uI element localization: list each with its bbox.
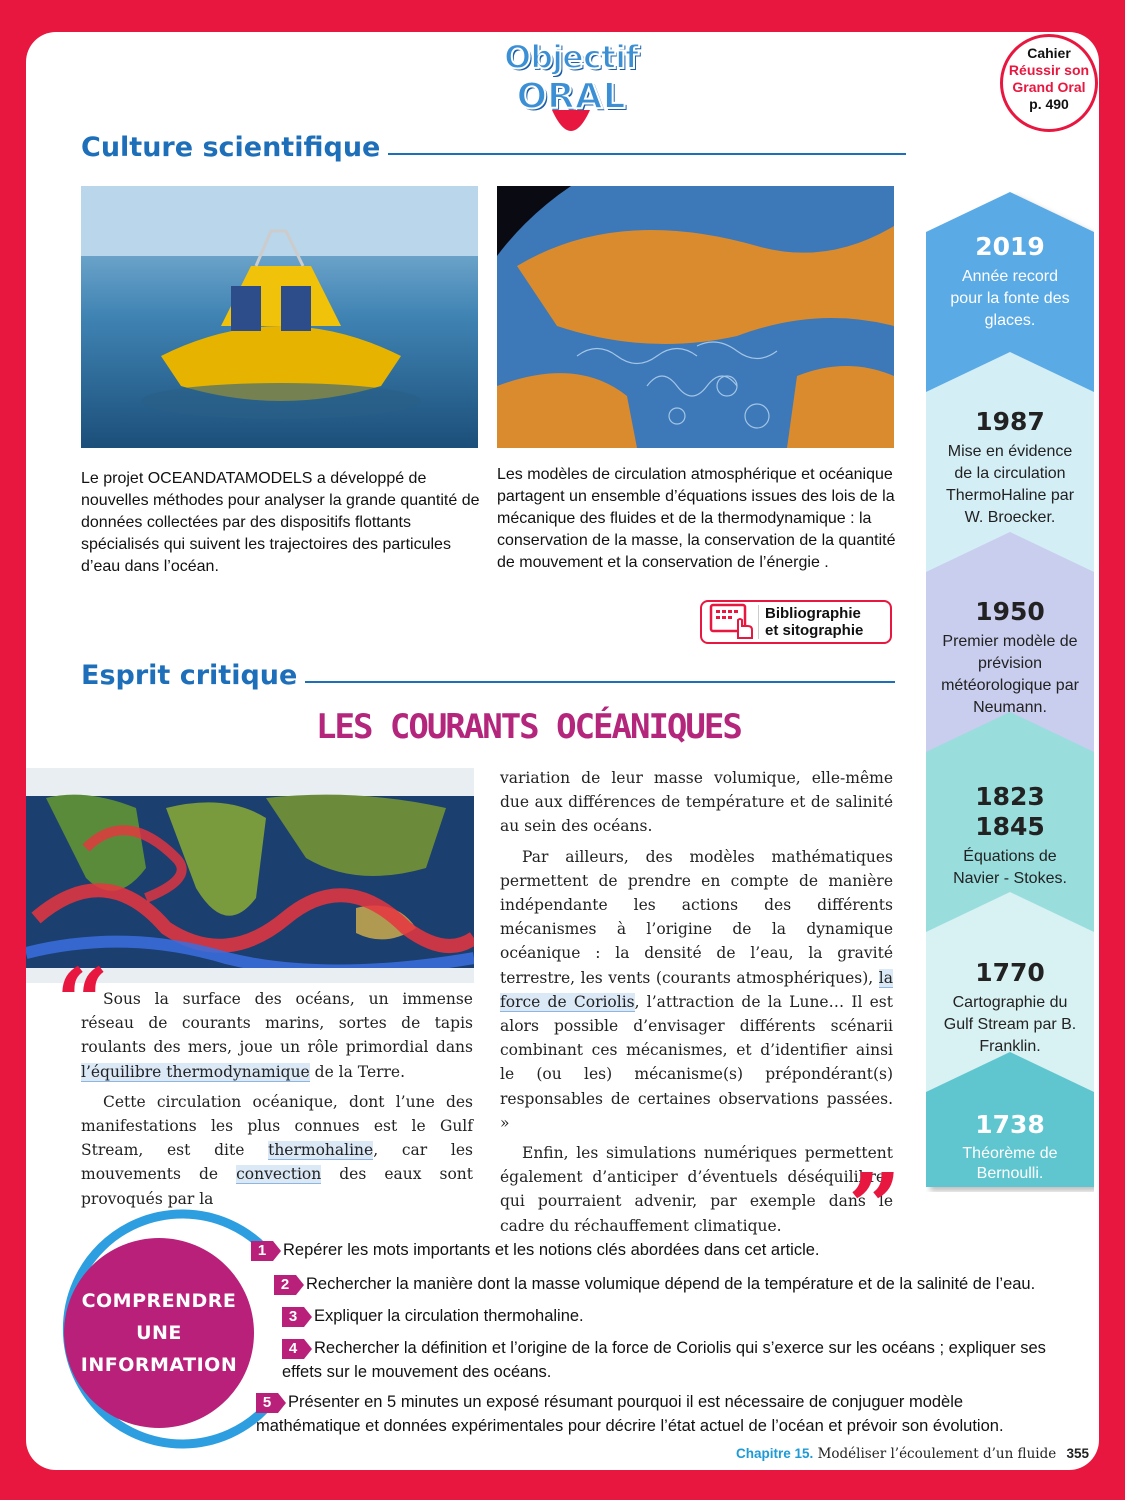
caption-ocean-model: Les modèles de circulation atmosphérique et océanique partagent un ensemble d’équations issues des lois de la mécanique des fluides et de la thermodynamique : la conservation de la masse, la conservation de la quantité de mouvement et la conservation de l’énergie . (497, 466, 896, 571)
article-column-1 (81, 987, 473, 1211)
logo-line2: ORAL (516, 76, 626, 117)
paragraph (500, 845, 893, 1135)
chapter-title: Modéliser l’écoulement d’un fluide (817, 1446, 1057, 1462)
section-title-esprit (81, 660, 895, 691)
timeline-desc: Année record pour la fonte des glaces. (950, 268, 1070, 329)
bibliography-line2: et sitographie (765, 622, 864, 639)
timeline-desc: Mise en évidence de la circulation ThermoHaline par W. Broecker. (945, 443, 1075, 526)
paragraph: Enfin, les simulations numériques permettent également d’anticiper d’éventuels déséquilibres qui pourraient advenir, par exemple dans le cadre du réchauffement climatique. (500, 1144, 893, 1235)
text-run: Cette circulation océanique, dont l’une des manifestations les plus connues est le Gulf Stream, est dite (81, 1092, 473, 1160)
page-number: 355 (1066, 1446, 1090, 1461)
page (26, 32, 1099, 1470)
buoy-photo (81, 186, 478, 448)
timeline-year: 1738 (975, 1110, 1045, 1139)
task-1 (251, 1238, 1071, 1262)
paragraph: variation de leur masse volumique, elle-même due aux différences de température et de salinité au sein des océans. (500, 769, 893, 836)
open-quote-mark: “ (56, 948, 109, 1056)
title-rule (388, 153, 906, 155)
task-number: 4 (282, 1339, 304, 1359)
cahier-badge[interactable] (1000, 34, 1098, 132)
timeline-desc: Premier modèle de prévision météorologique par Neumann. (941, 633, 1079, 716)
timeline-item-1950 (926, 597, 1094, 719)
text-run: Sous la surface des océans, un immense réseau de courants marins, sortes de tapis roulants des mers, joue un rôle primordial dans (81, 990, 473, 1057)
task-4 (282, 1336, 1072, 1384)
comprendre-line3: INFORMATION (80, 1354, 238, 1376)
cahier-line3: Grand Oral (1012, 79, 1086, 95)
text-run: de la Terre. (309, 1062, 406, 1081)
article-column-2 (500, 766, 893, 1238)
task-number: 3 (282, 1307, 304, 1327)
task-number: 1 (251, 1241, 273, 1261)
timeline-year: 1987 (975, 407, 1045, 436)
text-run: Par ailleurs, des modèles mathématiques permettent de prendre en compte de manière indépendante les actions des différents mécanismes à l’origine de la dynamique océanique : la densité de l’eau, la gravité terrestre, les vents (courants atmosphériques), (500, 847, 893, 987)
text-run: , car les mouvements de (81, 1141, 473, 1184)
page-footer (736, 1446, 1089, 1462)
timeline-year: 1770 (975, 958, 1045, 987)
task-text: Présenter en 5 minutes un exposé résumant pourquoi il est nécessaire de conjuguer modèle mathématique et données expérimentales pour décrire l’état actuel de l’océan et prévoir son évolution. (256, 1393, 1004, 1435)
timeline-desc: Théorème de Bernoulli. (962, 1145, 1058, 1182)
timeline-item-1823-1845 (926, 782, 1094, 890)
section-title-culture (81, 132, 906, 163)
task-text: Rechercher la définition et l’origine de la force de Coriolis qui s’exerce sur les océans ; expliquer ses effets sur le mouvement des océans. (282, 1339, 1046, 1381)
comprendre-line1: COMPRENDRE (81, 1290, 237, 1312)
touchscreen-icon (708, 602, 758, 642)
timeline-year-b: 1845 (975, 812, 1045, 841)
highlight-convection[interactable]: convection (236, 1165, 322, 1184)
cahier-line4: p. 490 (1029, 96, 1069, 112)
task-number: 2 (274, 1275, 296, 1295)
cahier-line1: Cahier (1027, 45, 1071, 61)
timeline-item-1987 (926, 407, 1094, 529)
logo-line1: Objectif (504, 38, 638, 76)
title-rule (305, 681, 895, 683)
timeline-year-a: 1823 (975, 782, 1045, 811)
task-2 (274, 1272, 1094, 1296)
task-5 (256, 1390, 1056, 1438)
task-number: 5 (256, 1393, 278, 1413)
highlight-thermohaline[interactable]: thermohaline (268, 1141, 374, 1160)
paragraph (81, 1090, 473, 1211)
task-3 (282, 1304, 1082, 1328)
esprit-title: Esprit critique (81, 660, 298, 691)
task-text: Repérer les mots importants et les notions clés abordées dans cet article. (283, 1241, 820, 1259)
timeline-item-1738 (926, 1110, 1094, 1184)
timeline-year: 1950 (975, 597, 1045, 626)
timeline-item-1770 (926, 958, 1094, 1058)
bibliography-line1: Bibliographie (765, 605, 861, 622)
task-text: Rechercher la manière dont la masse volumique dépend de la température et de la salinité de l’eau. (306, 1275, 1036, 1293)
culture-title: Culture scientifique (81, 132, 381, 163)
paragraph (81, 987, 473, 1084)
timeline-desc: Cartographie du Gulf Stream par B. Franklin. (943, 994, 1077, 1055)
timeline-desc: Équations de Navier - Stokes. (953, 848, 1067, 887)
close-quote-mark: ” (848, 1153, 901, 1261)
chapter-label: Chapitre 15. (736, 1446, 814, 1461)
text-run: des eaux sont provoqués par la (81, 1165, 473, 1208)
timeline-item-2019 (926, 232, 1094, 332)
cahier-line2: Réussir son (1008, 62, 1090, 78)
text-run: , l’attraction de la Lune… Il est alors possible d’envisager différents scénarii combinant ces mécanismes, et d’identifier ainsi le (ou les) mécanisme(s) prépondérant(s) responsables de certaines observations passées. » (500, 992, 893, 1132)
caption-buoy: Le projet OCEANDATAMODELS a développé de nouvelles méthodes pour analyser la grande quantité de données collectées par des dispositifs flottants spécialisés qui suivent les trajectoires des particules d’eau dans l’océan. (81, 470, 480, 575)
comprendre-line2: UNE (136, 1322, 182, 1344)
article-title: LES COURANTS OCÉANIQUES (316, 707, 741, 747)
task-text: Expliquer la circulation thermohaline. (314, 1307, 584, 1325)
bibliography-label (758, 605, 863, 639)
highlight-equilibre[interactable]: l’équilibre thermodynamique (81, 1062, 310, 1081)
comprendre-badge (64, 1238, 254, 1428)
objectif-oral-logo (492, 32, 650, 142)
timeline-year: 2019 (975, 232, 1045, 261)
bibliography-button[interactable] (700, 600, 892, 644)
highlight-coriolis[interactable]: la force de Coriolis (500, 968, 893, 1011)
ocean-model-photo (497, 186, 894, 448)
